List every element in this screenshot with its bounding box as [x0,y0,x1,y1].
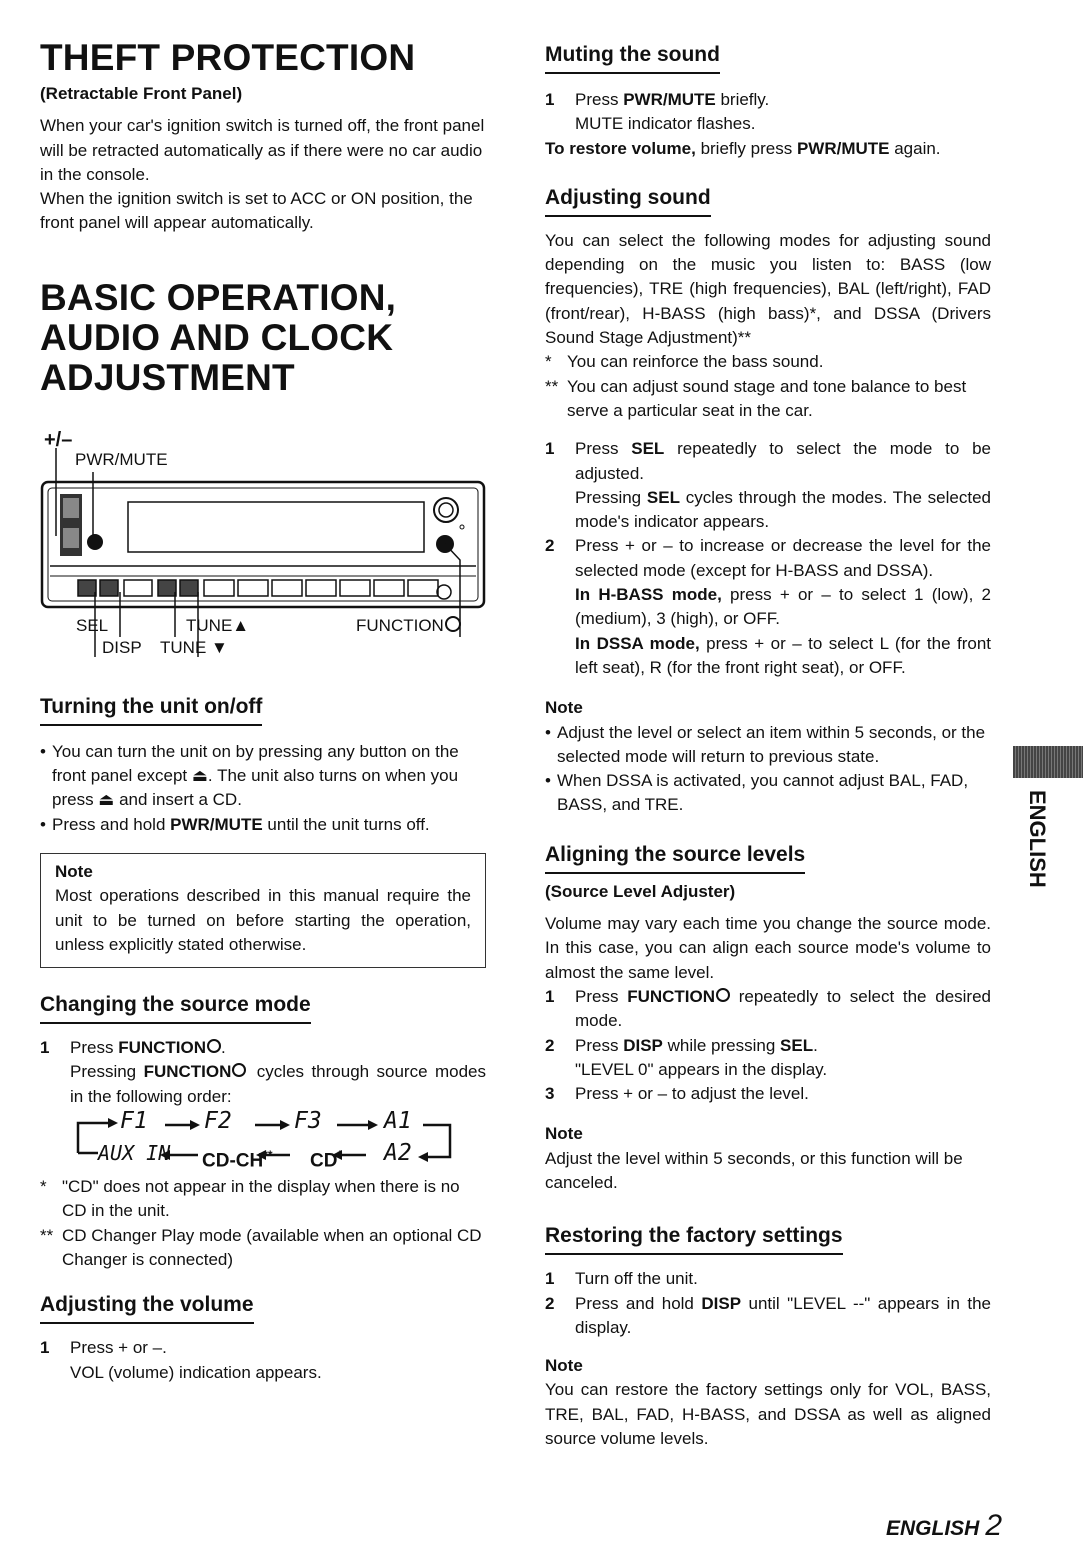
language-tab-marker [1013,746,1083,778]
aligning-intro: Volume may vary each time you change the source mode. In this case, you can align each source mode's volume to almost the same level. [545,914,991,982]
theft-paragraph-2: When the ignition switch is set to ACC or ON position, the front panel will appear automatically. [40,189,473,233]
front-panel-diagram [40,428,486,664]
restoring-factory-title: Restoring the factory settings [545,1223,843,1255]
language-side-label [1010,790,1050,890]
basic-operation-title [40,278,486,398]
step-item: 1 Press FUNCTION repeatedly to select the desired mode. [545,986,991,1031]
muting-sound-title: Muting the sound [545,42,720,74]
note-list [545,721,991,818]
page-number: 2 [985,1509,1003,1542]
list-item: • Press and hold PWR/MUTE until the unit turns off. [40,814,430,834]
step-item: 2 Press and hold DISP until "LEVEL --" appears in the display. [545,1293,991,1337]
seq-f3: F3 [294,1108,322,1135]
step-item: 1 Press FUNCTION . Pressing FUNCTION cycles through source modes in the following order: [40,1038,486,1106]
seq-aux-in: AUX IN [98,1141,171,1166]
changing-source-title: Changing the source mode [40,992,311,1024]
note-text: You can restore the factory settings only for VOL, BASS, TRE, BAL, FAD, H-BASS, and DSSA as well as aligned source volume levels. [545,1380,991,1449]
pwr-mute-label: PWR/MUTE [75,449,168,469]
function-circle-icon [445,616,461,632]
basic-title-line-2: AUDIO AND CLOCK [40,316,394,358]
seq-a2: A2 [384,1140,412,1167]
source-sequence [40,1108,486,1172]
footnote: * You can reinforce the bass sound. [545,352,824,372]
step-item: 1 Turn off the unit. [545,1269,698,1289]
sel-label: SEL [76,615,109,635]
list-item: • You can turn the unit on by pressing any button on the front panel except ⏏. The unit also turns on when you press ⏏ and insert a CD. [40,741,459,810]
theft-protection-title: THEFT PROTECTION [40,37,416,78]
seq-f1: F1 [120,1108,148,1135]
note-heading: Note [55,861,93,881]
function-label: FUNCTION [356,614,461,638]
step-item: 1 Press PWR/MUTE briefly. MUTE indicator flashes. [545,90,770,134]
side-tab-text: ENGLISH [1025,790,1050,888]
footnote: ** You can adjust sound stage and tone balance to best serve a particular seat in the car. [545,376,967,420]
adjusting-sound-intro: You can select the following modes for adjusting sound depending on the music you listen to: BASS (low frequencies), TRE (high frequencies), BAL (left/right), FAD (front/rear), H-BASS (high bass)*, and DSSA (Drivers Sound Stage Adjustment)** [545,230,991,348]
basic-title-line-1: BASIC OPERATION, [40,276,397,318]
disp-label: DISP [102,637,142,657]
note-heading: Note [545,698,583,718]
page-footer [886,1509,1003,1542]
left-column [40,38,486,1385]
theft-paragraph-1: When your car's ignition switch is turned off, the front panel will be retracted automatically as if there were no car audio in the console. [40,116,485,184]
seq-cd-ch: CD-CH** [202,1148,273,1172]
tune-down-label: TUNE ▼ [160,637,228,657]
basic-title-line-3: ADJUSTMENT [40,356,295,398]
turning-unit-title: Turning the unit on/off [40,694,262,726]
footnote: ** CD Changer Play mode (available when an optional CD Changer is connected) [40,1225,482,1269]
function-circle-icon [207,1039,221,1053]
aligning-source-title: Aligning the source levels [545,842,805,874]
aligning-subtitle: (Source Level Adjuster) [545,881,736,901]
note-heading: Note [545,1356,583,1376]
step-item: 1 Press SEL repeatedly to select the mode to be adjusted. Pressing SEL cycles through the modes. The selected mode's indicator appears. [545,439,991,532]
step-item: 2 Press + or – to increase or decrease the level for the selected mode (except for H-BASS and DSSA). In H-BASS mode, press + or – to select 1 (low), 2 (medium), 3 (high), or OFF. In DSSA mode, press + or – to select L (for the front left seat), R (for the front right seat), or OFF. [545,536,992,677]
right-column [545,42,991,1451]
step-item: 3 Press + or – to adjust the level. [545,1084,809,1104]
seq-cd: CD* [310,1148,343,1172]
restore-volume-text: To restore volume, briefly press PWR/MUTE again. [545,138,941,158]
step-item: 1 Press + or –. VOL (volume) indication appears. [40,1338,322,1382]
note-box [40,853,486,968]
adjusting-volume-title: Adjusting the volume [40,1292,254,1324]
note-text: Adjust the level within 5 seconds, or this function will be canceled. [545,1148,963,1192]
note-text: Most operations described in this manual require the unit to be turned on before starting the operation, unless explicitly stated otherwise. [55,886,471,954]
seq-f2: F2 [204,1108,232,1135]
function-circle-icon [716,988,730,1002]
adjusting-sound-title: Adjusting sound [545,185,711,217]
theft-subtitle: (Retractable Front Panel) [40,84,243,103]
footer-language: ENGLISH [886,1517,980,1540]
footnote: * "CD" does not appear in the display when there is no CD in the unit. [40,1177,460,1221]
plus-minus-label: +/– [44,428,73,451]
tune-up-label: TUNE▲ [186,615,250,635]
seq-a1: A1 [384,1108,412,1135]
list-item: • When DSSA is activated, you cannot adjust BAL, FAD, BASS, and TRE. [545,771,969,815]
step-item: 2 Press DISP while pressing SEL. "LEVEL 0" appears in the display. [545,1035,828,1079]
note-heading: Note [545,1124,583,1144]
list-item: • Adjust the level or select an item within 5 seconds, or the selected mode will return to previous state. [545,722,986,766]
function-circle-icon [232,1063,246,1077]
